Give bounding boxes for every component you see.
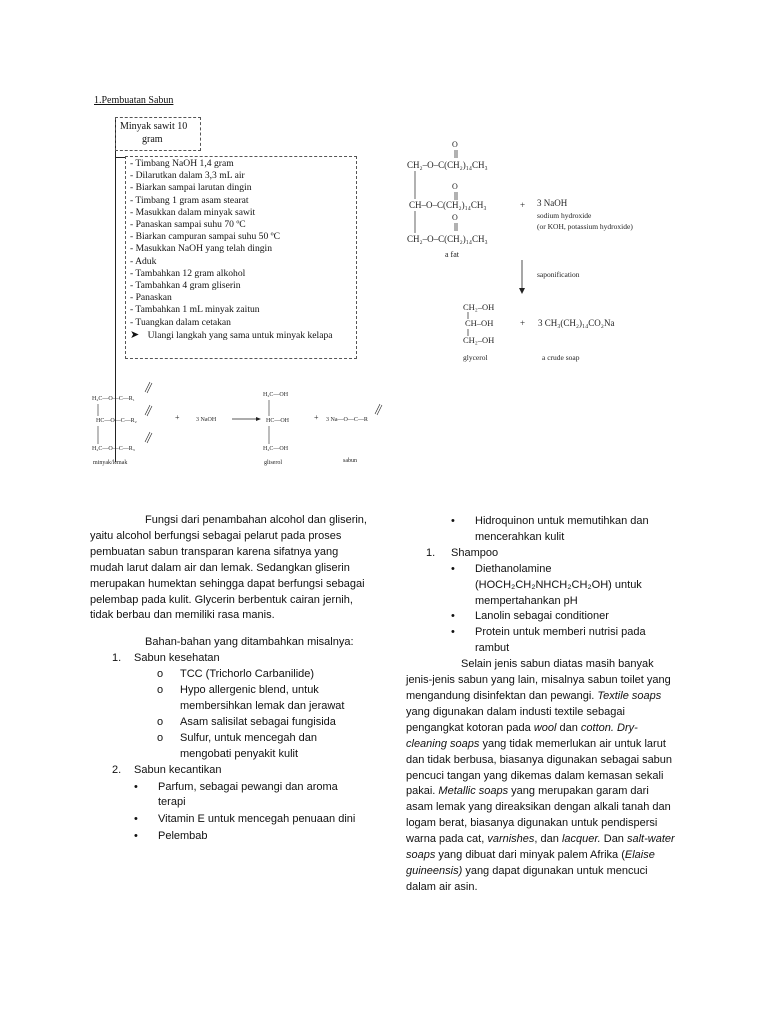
- procedure-step: - Tuangkan dalam cetakan: [130, 316, 231, 328]
- bullet-list-item: • Protein untuk memberi nutrisi pada rambut: [451, 626, 646, 655]
- arrowhead-icon: ➤: [130, 328, 140, 341]
- list-number: 2.: [112, 763, 122, 776]
- list-item-sabun-kesehatan: 1. Sabun kesehatan: [90, 651, 368, 667]
- glycerol-row: CH–OH: [465, 318, 494, 328]
- ingredient-line: gram: [142, 134, 163, 145]
- procedure-step-last: ➤ Ulangi langkah yang sama untuk minyak kelapa: [130, 328, 333, 341]
- procedure-step: - Panaskan: [130, 292, 172, 304]
- list-number: 1.: [426, 546, 436, 559]
- procedure-step: - Panaskan sampai suhu 70 ºC: [130, 219, 246, 231]
- procedure-step: - Masukkan NaOH yang telah dingin: [130, 243, 273, 255]
- fat-row: CH₂–O–C(CH₂)₁₄CH₃: [407, 234, 488, 244]
- bullet-list-item: • Pelembab: [90, 829, 368, 845]
- fat-row: CH₂–O–C(CH₂)₁₄CH₃: [407, 160, 488, 170]
- soap-formula: 3 CH₃(CH₂)₁₄CO₂Na: [538, 318, 615, 328]
- procedure-step: - Timbang 1 gram asam stearat: [130, 194, 249, 206]
- sub-list-item: o Sulfur, untuk mencegah dan mengobati penyakit kulit: [157, 731, 317, 760]
- naoh-label: 3 NaOH: [537, 198, 568, 208]
- soap-formula: 3 Na—O—C—R: [326, 417, 368, 423]
- sub-bullet: o: [157, 731, 164, 744]
- chemical-formula: (HOCH₂CH₂NHCH₂CH₂OH) untuk: [475, 578, 642, 591]
- glycerol-row: HC—OH: [266, 418, 290, 424]
- fat-label: a fat: [445, 250, 459, 259]
- glycerol-label: gliserol: [264, 460, 282, 466]
- carbonyl-o: O: [452, 182, 458, 191]
- bullet: •: [451, 515, 455, 527]
- procedure-step: - Aduk: [130, 255, 157, 267]
- procedure-steps-box: [125, 156, 357, 359]
- ingredient-line: Minyak sawit 10: [120, 121, 188, 132]
- glycerol-row: H₂C—OH: [263, 446, 289, 452]
- naoh-name: sodium hydroxide: [537, 211, 592, 220]
- sub-list-item: o Asam salisilat sebagai fungisida: [90, 715, 368, 731]
- fat-row: H₂C—O—C—R₃: [92, 446, 135, 452]
- fat-row: CH–O–C(CH₂)₁₄CH₃: [409, 200, 487, 210]
- glycerol-row: CH₂–OH: [463, 335, 495, 345]
- plus-sign: +: [520, 200, 526, 210]
- glycerol-row: H₂C—OH: [263, 392, 289, 398]
- plus-sign: +: [314, 413, 319, 422]
- bullet: •: [451, 626, 455, 639]
- paragraph-additives-intro: Bahan-bahan yang ditambahkan misalnya:: [145, 636, 354, 649]
- bullet-list-item: • Diethanolamine (HOCH₂CH₂NHCH₂CH₂OH) untuk mempertahankan pH: [406, 562, 678, 610]
- soap-label: a crude soap: [542, 353, 580, 362]
- flow-branch-line: [115, 157, 125, 158]
- fat-label: minyak/lemak: [93, 460, 128, 466]
- glycerol-row: CH₂–OH: [463, 302, 495, 312]
- bullet-list-item: • Hidroquinon untuk memutihkan dan mencerahkan kulit: [451, 515, 649, 543]
- procedure-step: - Timbang NaOH 1,4 gram: [130, 158, 234, 169]
- koh-name: (or KOH, potassium hydroxide): [537, 222, 633, 231]
- sub-bullet: o: [157, 668, 164, 681]
- carbonyl-o: O: [452, 213, 458, 222]
- bullet: •: [451, 562, 455, 575]
- sub-list-item: o TCC (Trichorlo Carbanilide): [90, 667, 368, 683]
- fat-saponification-diagram: [405, 138, 675, 366]
- bullet-list-item: • Lanolin sebagai conditioner: [406, 609, 678, 625]
- list-number: 1.: [112, 652, 122, 665]
- procedure-step: - Masukkan dalam minyak sawit: [130, 206, 256, 218]
- list-item-sabun-kecantikan: 2. Sabun kecantikan: [90, 763, 368, 779]
- procedure-step: - Dilarutkan dalam 3,3 mL air: [130, 170, 245, 182]
- bullet-list-item: • Parfum, sebagai pewangi dan aroma terapi: [134, 780, 338, 809]
- procedure-step: - Biarkan campuran sampai suhu 50 ºC: [130, 231, 281, 243]
- section-heading: 1.Pembuatan Sabun: [94, 95, 174, 106]
- fat-row: HC—O—C—R₂: [96, 418, 137, 424]
- list-item-shampoo: 1. Shampoo: [406, 546, 678, 562]
- plus-sign: +: [520, 318, 526, 328]
- bullet-list-item: • Vitamin E untuk mencegah penuaan dini: [90, 812, 368, 828]
- sub-list-item: o Hypo allergenic blend, untuk membersihkan lemak dan jerawat: [157, 684, 345, 712]
- glycerol-label: glycerol: [463, 353, 488, 362]
- left-column: [90, 513, 368, 845]
- procedure-step: - Tambahkan 12 gram alkohol: [130, 267, 246, 279]
- procedure-step: - Tambahkan 1 mL minyak zaitun: [130, 304, 260, 316]
- right-column: [406, 514, 678, 896]
- bullet: •: [451, 610, 455, 623]
- saponification-reaction-diagram: [90, 372, 410, 472]
- arrow-label: saponification: [537, 270, 580, 279]
- carbonyl-o: O: [452, 140, 458, 149]
- procedure-step: - Biarkan sampai larutan dingin: [130, 182, 252, 194]
- plus-sign: +: [175, 413, 180, 422]
- bullet: •: [134, 813, 138, 826]
- paragraph-soap-types: Selain jenis sabun diatas masih banyak jenis-jenis sabun yang lain, misalnya sabun toilet yang mengandung disinfektan dan pewangi. Textile soaps yang digunakan dalam industi textile sebagai pengangkat kotoran pada wool dan cotton. Dry-cleaning soaps yang tidak memerlukan air untuk larut dan tidak berbusa, biasanya digunakan sebagai sabun pencuci tangan yang dikemas dalam kemasan sekali pakai. Metallic soaps yang merupakan garam dari asam lemak yang direaksikan dengan alkali tanah dan logam berat, biasanya digunakan untuk pendispersi warna pada cat, varnishes, dan lacquer. Dan salt-water soaps yang dibuat dari minyak palem Afrika (Elaise guineensis) yang dapat digunakan untuk mencuci dalam air asin.: [406, 658, 675, 893]
- ingredient-box: [115, 117, 201, 151]
- bullet: •: [134, 780, 138, 793]
- sub-bullet: o: [157, 684, 164, 697]
- naoh-label: 3 NaOH: [196, 417, 217, 423]
- fat-row: H₂C—O—C—R₁: [92, 396, 135, 402]
- soap-label: sabun: [343, 458, 357, 464]
- procedure-step: - Tambahkan 4 gram gliserin: [130, 280, 241, 292]
- paragraph-functions: Fungsi dari penambahan alcohol dan gliserin, yaitu alcohol berfungsi sebagai pelarut pada proses pembuatan sabun transparan karena sifatnya yang mudah larut dalam air dan lemak. Sedangkan gliserin merupakan humektan sehingga dapat berfungsi sebagai pelembap pada kulit. Glycerin berbentuk cairan jernih, tidak berbau dan memiliki rasa manis.: [90, 514, 367, 622]
- bullet: •: [134, 830, 138, 843]
- sub-bullet: o: [157, 715, 164, 728]
